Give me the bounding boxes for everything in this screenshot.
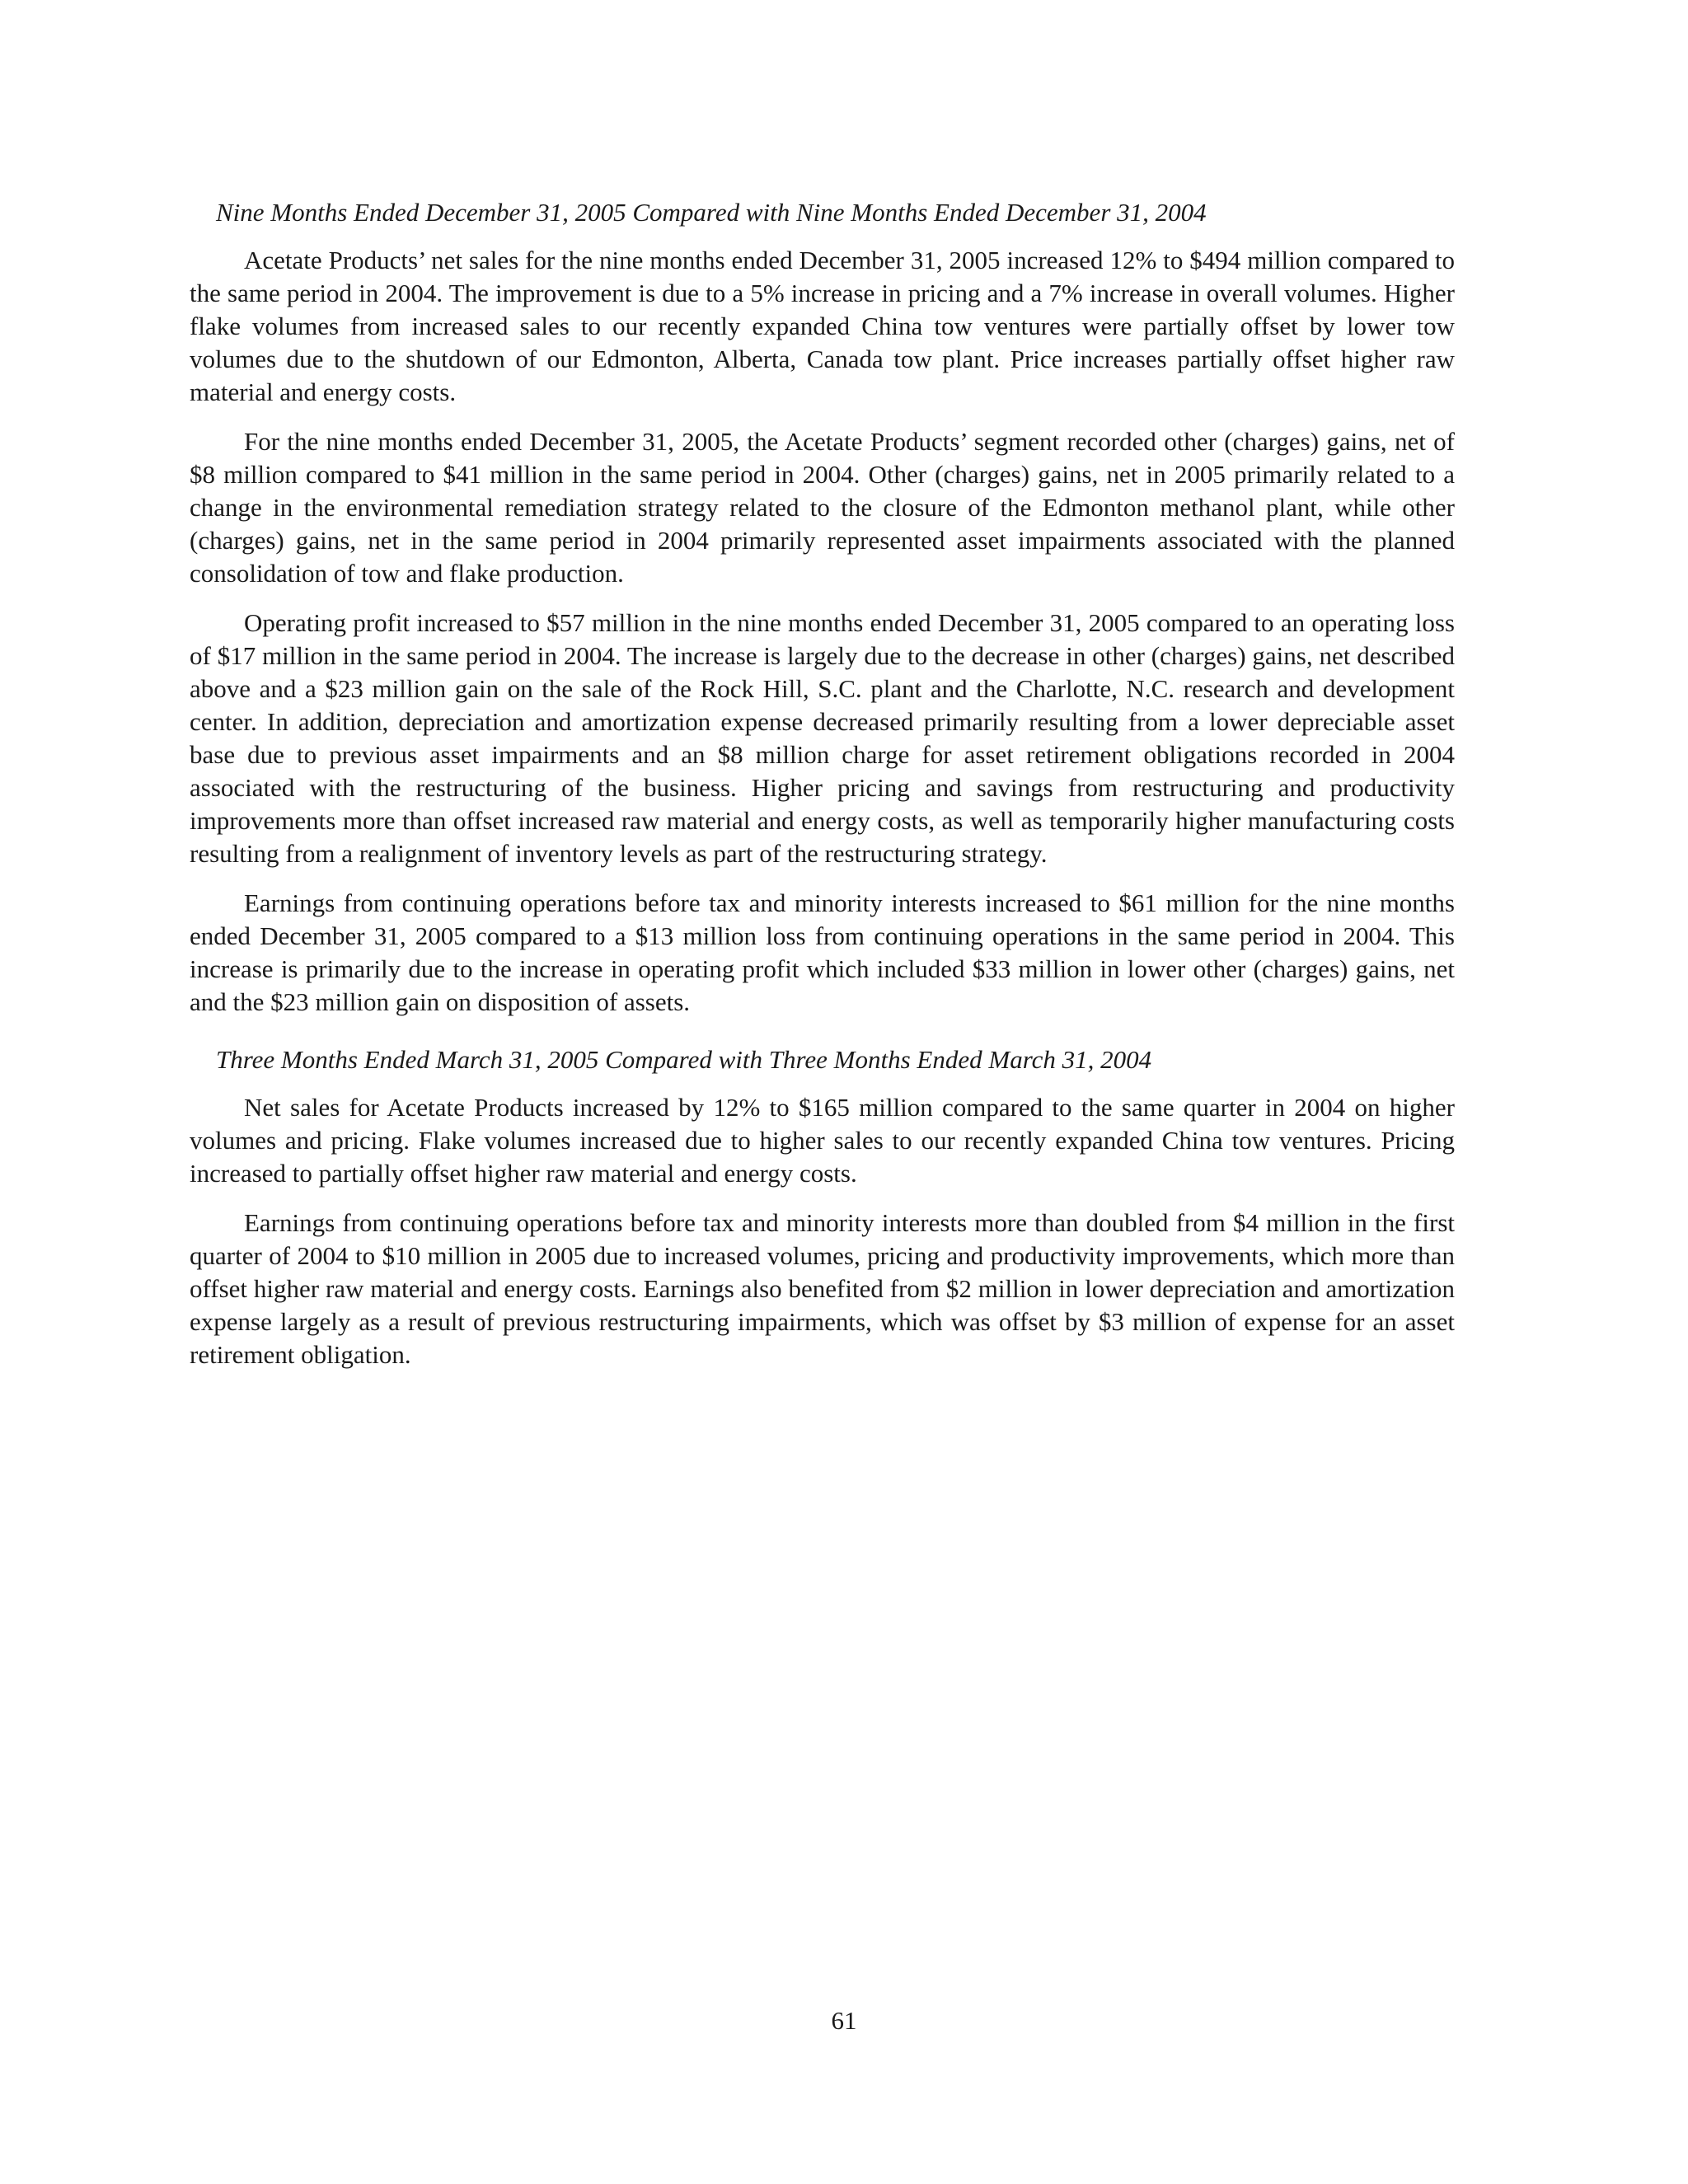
- paragraph-earnings-nine-months: Earnings from continuing operations before tax and minority interests increased to $61 million for the nine months ended December 31, 2005 compared to a $13 million loss from continuing operations in the same period in 2004. This increase is primarily due to the increase in operating profit which included $33 million in lower other (charges) gains, net and the $23 million gain on disposition of assets.: [190, 888, 1455, 1016]
- section-heading-nine-months: Nine Months Ended December 31, 2005 Compared with Nine Months Ended December 31, 2004: [216, 198, 1207, 227]
- paragraph-earnings-three-months: Earnings from continuing operations before tax and minority interests more than doubled from $4 million in the first quarter of 2004 to $10 million in 2005 due to increased volumes, pricing and productivity improvements, which more than offset higher raw material and energy costs. Earnings also benefited from $2 million in lower depreciation and amortization expense largely as a result of previous restructuring impairments, which was offset by $3 million of expense for an asset retirement obligation.: [190, 1208, 1455, 1369]
- document-page: [190, 196, 1455, 1388]
- paragraph-operating-profit-nine-months: Operating profit increased to $57 million in the nine months ended December 31, 2005 compared to an operating loss of $17 million in the same period in 2004. The increase is largely due to the decrease in other (charges) gains, net described above and a $23 million gain on the sale of the Rock Hill, S.C. plant and the Charlotte, N.C. research and development center. In addition, depreciation and amortization expense decreased primarily resulting from a lower depreciable asset base due to previous asset impairments and an $8 million charge for asset retirement obligations recorded in 2004 associated with the restructuring of the business. Higher pricing and savings from restructuring and productivity improvements more than offset increased raw material and energy costs, as well as temporarily higher manufacturing costs resulting from a realignment of inventory levels as part of the restructuring strategy.: [190, 608, 1455, 868]
- paragraph-other-charges-nine-months: For the nine months ended December 31, 2005, the Acetate Products’ segment recorded other (charges) gains, net of $8 million compared to $41 million in the same period in 2004. Other (charges) gains, net in 2005 primarily related to a change in the environmental remediation strategy related to the closure of the Edmonton methanol plant, while other (charges) gains, net in the same period in 2004 primarily represented asset impairments associated with the planned consolidation of tow and flake production.: [190, 427, 1455, 588]
- paragraph-net-sales-nine-months: Acetate Products’ net sales for the nine months ended December 31, 2005 increased 12% to $494 million compared to the same period in 2004. The improvement is due to a 5% increase in pricing and a 7% increase in overall volumes. Higher flake volumes from increased sales to our recently expanded China tow ventures were partially offset by lower tow volumes due to the shutdown of our Edmonton, Alberta, Canada tow plant. Price increases partially offset higher raw material and energy costs.: [190, 246, 1455, 406]
- paragraph-net-sales-three-months: Net sales for Acetate Products increased by 12% to $165 million compared to the same quarter in 2004 on higher volumes and pricing. Flake volumes increased due to higher sales to our recently expanded China tow ventures. Pricing increased to partially offset higher raw material and energy costs.: [190, 1093, 1455, 1188]
- page-number: 61: [831, 2006, 857, 2035]
- section-heading-three-months: Three Months Ended March 31, 2005 Compared with Three Months Ended March 31, 2004: [216, 1045, 1152, 1074]
